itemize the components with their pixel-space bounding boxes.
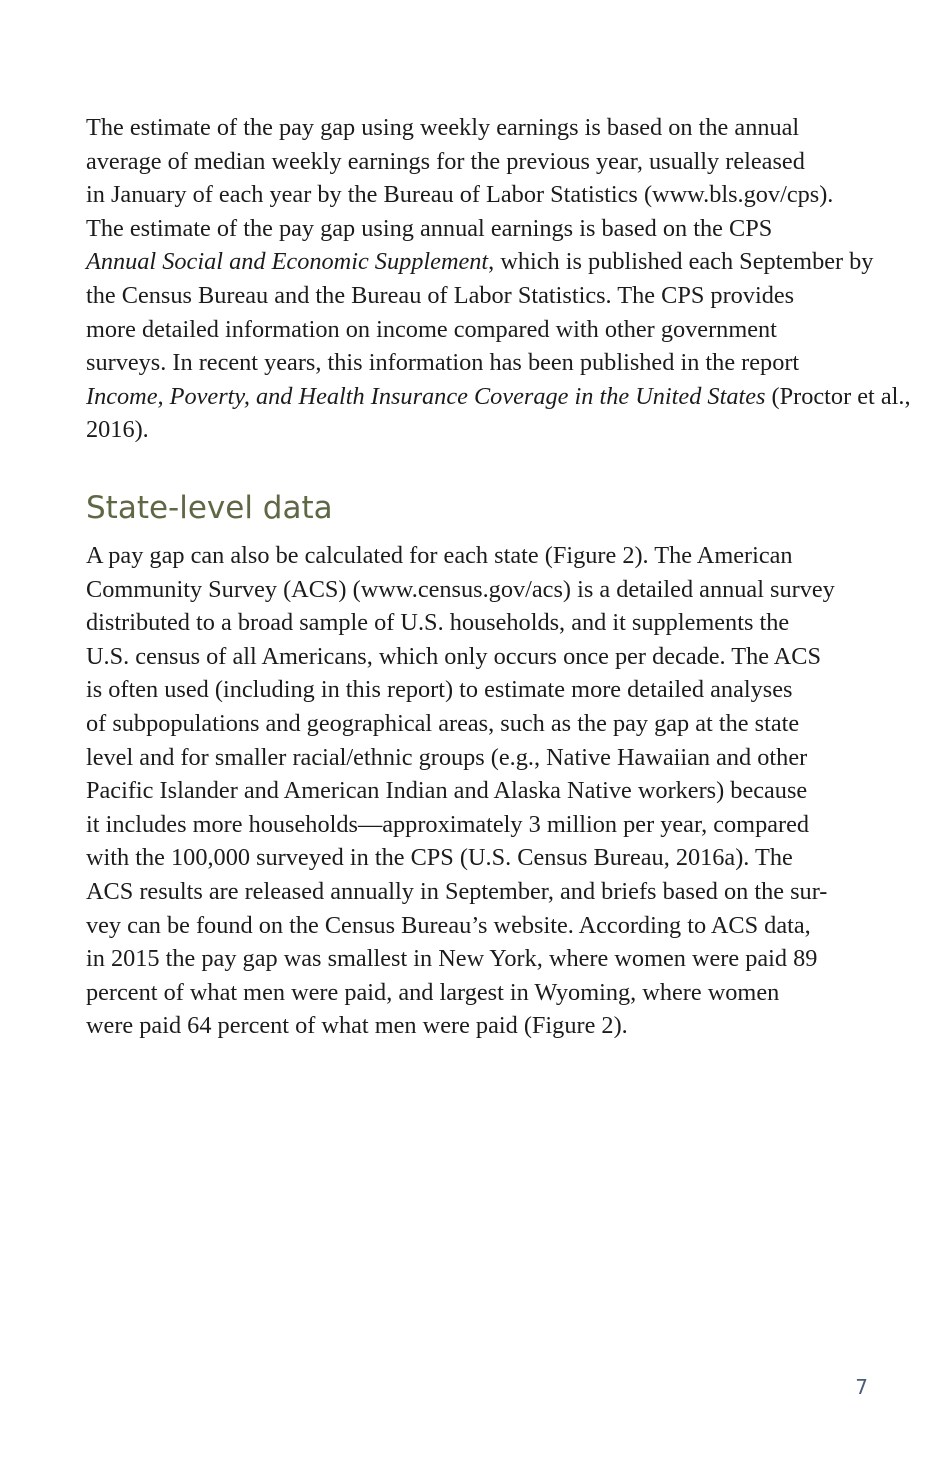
text-line: in 2015 the pay gap was smallest in New York, where women were paid 89 [86,945,818,973]
text-line: with the 100,000 surveyed in the CPS (U.S. Census Bureau, 2016a). The [86,844,793,872]
text-line: Community Survey (ACS) (www.census.gov/acs) is a detailed annual survey [86,575,835,603]
text-line: surveys. In recent years, this information has been published in the report [86,349,800,377]
state-level-paragraph [86,539,876,1043]
text-fragment: (Proctor et al., [765,382,911,410]
text-line: average of median weekly earnings for the previous year, usually released [86,147,805,175]
text-line: in January of each year by the Bureau of Labor Statistics (www.bls.gov/cps). [86,181,834,209]
text-line [86,380,911,414]
text-line: the Census Bureau and the Bureau of Labor Statistics. The CPS provides [86,281,795,309]
text-line: level and for smaller racial/ethnic groups (e.g., Native Hawaiian and other [86,743,808,771]
text-line: A pay gap can also be calculated for each state (Figure 2). The American [86,542,793,569]
text-line: The estimate of the pay gap using annual earnings is based on the CPS [86,214,773,242]
text-line: of subpopulations and geographical areas, such as the pay gap at the state [86,709,800,737]
text-line: distributed to a broad sample of U.S. households, and it supplements the [86,609,790,637]
report-title-italic: Income, Poverty, and Health Insurance Coverage in the United States [86,382,766,410]
text-line: it includes more households—approximately 3 million per year, compared [86,810,810,838]
text-line: ACS results are released annually in September, and briefs based on the sur- [86,877,828,905]
text-fragment: , which is published each September by [488,248,874,276]
text-line: 2016). [86,416,149,444]
intro-paragraph [86,111,911,447]
text-line: Pacific Islander and American Indian and Alaska Native workers) because [86,777,808,805]
text-line: vey can be found on the Census Bureau’s website. According to ACS data, [86,911,811,939]
text-line: U.S. census of all Americans, which only occurs once per decade. The ACS [86,642,822,670]
text-line: The estimate of the pay gap using weekly earnings is based on the annual [86,114,800,141]
section-heading: State-level data [86,490,333,526]
text-line: more detailed information on income compared with other government [86,315,777,343]
text-line: percent of what men were paid, and largest in Wyoming, where women [86,978,780,1006]
text-line: were paid 64 percent of what men were paid (Figure 2). [86,1012,628,1040]
text-line: is often used (including in this report) to estimate more detailed analyses [86,676,793,704]
page-number: 7 [855,1375,868,1399]
text-line [86,245,876,279]
publication-title-italic: Annual Social and Economic Supplement [86,248,489,276]
